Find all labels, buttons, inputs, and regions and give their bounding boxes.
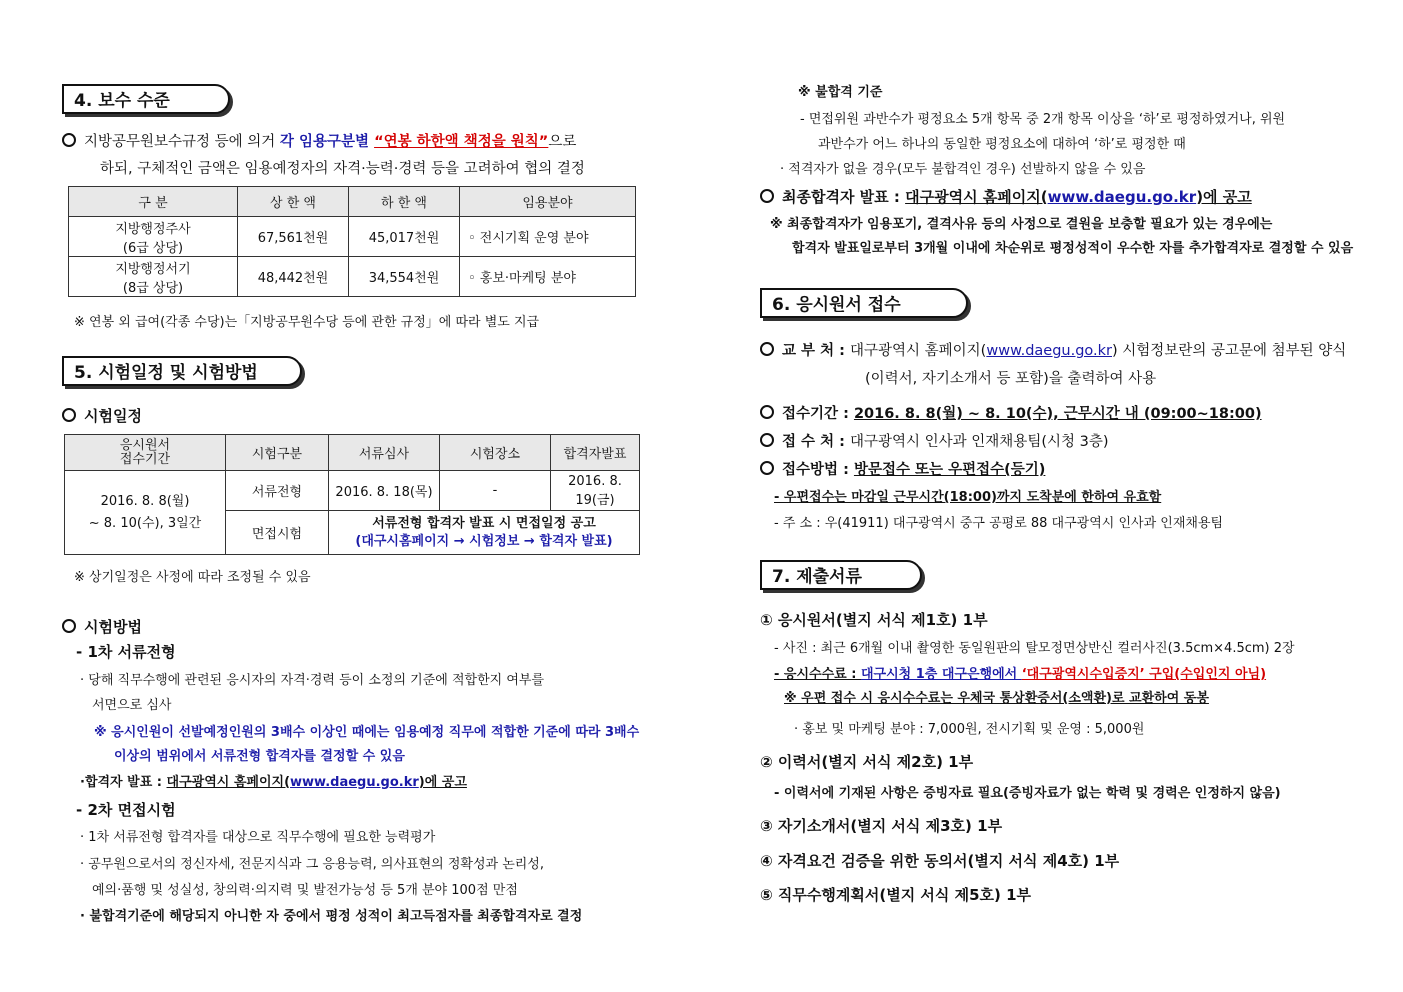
application-place xyxy=(760,430,1109,451)
application-period xyxy=(760,402,1262,423)
first-stage-title: - 1차 서류전형 xyxy=(76,643,176,661)
pay-header-category: 구 분 xyxy=(69,187,238,217)
fee-stamp: ‘대구광역시수입증지’ 구입 xyxy=(1021,667,1175,682)
pay-text-a: 지방공무원보수규정 등에 의거 xyxy=(84,134,280,150)
header-result: 합격자발표 xyxy=(551,435,640,471)
document-5: ⑤ 직무수행계획서(별지 서식 제5호) 1부 xyxy=(760,886,1032,904)
pay-principle-highlight: “연봉 하한액 책정을 원칙” xyxy=(374,134,549,150)
second-stage-line1: · 1차 서류전형 합격자를 대상으로 직무수행에 필요한 능력평가 xyxy=(80,830,436,845)
circle-bullet-icon xyxy=(760,189,774,203)
exam-type-document: 서류전형 xyxy=(226,471,329,511)
pay-grade-cell xyxy=(69,217,238,257)
form-distribution xyxy=(760,339,1346,360)
period-value: 2016. 8. 8(월) ~ 8. 10(수), 근무시간 내 (09:00~18:00) xyxy=(853,406,1262,422)
schedule-table xyxy=(64,434,640,555)
resume-note: - 이력서에 기재된 사항은 증빙자료 필요(증빙자료가 없는 학력 및 경력은 인정하지 않음) xyxy=(774,786,1281,801)
fail-criteria-line2: 과반수가 어느 하나의 동일한 평정요소에 대하여 ‘하’로 평정한 때 xyxy=(818,137,1186,152)
exam-type-interview: 면접시험 xyxy=(226,511,329,555)
method-value: 방문접수 또는 우편접수(등기) xyxy=(853,462,1046,478)
second-stage-line3: 예의·품행 및 성실성, 창의력·의지력 및 발전가능성 등 5개 분야 100점 만점 xyxy=(92,883,518,898)
final-announcement-site: 대구광역시 홈페이지( xyxy=(905,188,1048,206)
distribution-site: 대구광역시 홈페이지( xyxy=(850,343,987,359)
application-method xyxy=(760,458,1045,479)
second-stage-line4: · 불합격기준에 해당되지 아니한 자 중에서 평정 성적이 최고득점자를 최종합격자로 결정 xyxy=(80,909,583,924)
mail-deadline-note: - 우편접수는 마감일 근무시간(18:00)까지 도착분에 한하여 유효함 xyxy=(774,490,1162,505)
circle-bullet-icon xyxy=(62,619,76,633)
header-exam-place: 시험장소 xyxy=(440,435,551,471)
section-4-title: 4. 보수 수준 xyxy=(62,84,230,114)
appointment-field: ◦ 홍보·마케팅 분야 xyxy=(460,257,636,297)
interview-notice-path: (대구시홈페이지 → 시험정보 → 합격자 발표) xyxy=(355,533,613,549)
pay-table-header xyxy=(69,187,636,217)
period-start: 2016. 8. 8(월) xyxy=(100,493,190,509)
application-period-cell xyxy=(65,471,226,555)
circle-bullet-icon xyxy=(760,405,774,419)
first-stage-note2: 이상의 범위에서 서류전형 합격자를 결정할 수 있음 xyxy=(114,749,405,764)
table-row xyxy=(69,217,636,257)
no-qualified-note: · 적격자가 없을 경우(모두 불합격인 경우) 선발하지 않을 수 있음 xyxy=(780,162,1146,177)
fail-criteria-line1: - 면접위원 과반수가 평정요소 5개 항목 중 2개 항목 이상을 ‘하’로 평정하였거나, 위원 xyxy=(800,112,1286,127)
grade-name: 지방행정서기 xyxy=(115,261,191,277)
circle-bullet-icon xyxy=(62,408,76,422)
upper-amount: 67,561천원 xyxy=(238,217,349,257)
document-review-date: 2016. 8. 18(목) xyxy=(329,471,440,511)
schedule-label xyxy=(62,405,142,426)
pay-header-upper: 상 한 액 xyxy=(238,187,349,217)
pay-table xyxy=(68,186,636,297)
pay-detail-line: 하되, 구체적인 금액은 임용예정자의 자격·능력·경력 등을 고려하여 협의 결정 xyxy=(100,161,585,177)
final-announcement xyxy=(760,186,1252,207)
place-label: 접 수 처 : xyxy=(782,434,851,450)
pay-note: ※ 연봉 외 급여(각종 수당)는「지방공무원수당 등에 관한 규정」에 따라 별도 지급 xyxy=(74,315,540,330)
announcement-site: 대구광역시 홈페이지( xyxy=(166,775,291,790)
daegu-homepage-link[interactable]: www.daegu.go.kr xyxy=(986,343,1113,359)
distribution-label: 교 부 처 : xyxy=(782,343,851,359)
period-end: ~ 8. 10(수), 3일간 xyxy=(88,515,202,531)
header-application-period xyxy=(65,435,226,471)
distribution-line2: (이력서, 자기소개서 등 포함)을 출력하여 사용 xyxy=(865,371,1157,387)
circle-bullet-icon xyxy=(62,133,76,147)
header-period: 접수기간 xyxy=(119,451,171,467)
section-5-title: 5. 시험일정 및 시험방법 xyxy=(62,356,302,386)
result-date: 2016. 8. 19(금) xyxy=(551,471,640,511)
schedule-note: ※ 상기일정은 사정에 따라 조정될 수 있음 xyxy=(74,570,311,585)
pay-principle-line xyxy=(62,130,576,151)
lower-amount: 34,554천원 xyxy=(349,257,460,297)
document-4: ④ 자격요건 검증을 위한 동의서(별지 서식 제4호) 1부 xyxy=(760,852,1120,870)
final-note-line1: ※ 최종합격자가 임용포기, 결격사유 등의 사정으로 결원을 보충할 필요가 있는 경우에는 xyxy=(770,217,1273,232)
circle-bullet-icon xyxy=(760,342,774,356)
document-1: ① 응시원서(별지 서식 제1호) 1부 xyxy=(760,611,988,629)
schedule-label-text: 시험일정 xyxy=(84,407,142,425)
final-note-line2: 합격자 발표일로부터 3개월 이내에 차순위로 평정성적이 우수한 자를 추가합격자로 결정할 수 있음 xyxy=(792,241,1354,256)
pay-header-field: 임용분야 xyxy=(460,187,636,217)
second-stage-title: - 2차 면접시험 xyxy=(76,801,176,819)
daegu-homepage-link[interactable]: www.daegu.go.kr xyxy=(1047,188,1197,206)
circle-bullet-icon xyxy=(760,461,774,475)
daegu-homepage-link[interactable]: www.daegu.go.kr xyxy=(290,775,419,790)
circle-bullet-icon xyxy=(760,433,774,447)
grade-name: 지방행정주사 xyxy=(115,221,191,237)
distribution-detail: ) 시험정보란의 공고문에 첨부된 양식 xyxy=(1112,343,1347,359)
header-exam-type: 시험구분 xyxy=(226,435,329,471)
exam-place: - xyxy=(440,471,551,511)
first-stage-announcement xyxy=(80,771,467,790)
fee-stamp-note: (수입인지 아님) xyxy=(1174,667,1267,682)
schedule-header xyxy=(65,435,640,471)
appointment-field: ◦ 전시기획 운영 분야 xyxy=(460,217,636,257)
grade-level: (8급 상당) xyxy=(122,280,184,296)
application-fee xyxy=(774,663,1266,682)
final-announcement-suffix: )에 공고 xyxy=(1196,188,1252,206)
pay-text-b: 각 임용구분별 xyxy=(279,134,375,150)
document-2: ② 이력서(별지 서식 제2호) 1부 xyxy=(760,753,974,771)
place-value: 대구광역시 인사과 인재채용팀(시청 3층) xyxy=(850,434,1109,450)
pay-text-d: 으로 xyxy=(548,134,577,150)
pay-header-lower: 하 한 액 xyxy=(349,187,460,217)
first-stage-line2: 서면으로 심사 xyxy=(92,698,172,713)
fee-place: 대구시청 1층 대구은행에서 xyxy=(860,667,1022,682)
fee-amounts: · 홍보 및 마케팅 분야 : 7,000원, 전시기획 및 운영 : 5,000원 xyxy=(794,722,1145,737)
interview-notice-cell xyxy=(329,511,640,555)
fee-label: - 응시수수료 : xyxy=(774,667,861,682)
method-label-text: 시험방법 xyxy=(84,618,142,636)
mail-fee-note: ※ 우편 접수 시 응시수수료는 우체국 통상환증서(소액환)로 교환하여 동봉 xyxy=(784,691,1209,706)
final-announcement-label: 최종합격자 발표 : xyxy=(782,188,906,206)
pay-grade-cell xyxy=(69,257,238,297)
header-document-review: 서류심사 xyxy=(329,435,440,471)
upper-amount: 48,442천원 xyxy=(238,257,349,297)
section-7-title: 7. 제출서류 xyxy=(760,560,922,590)
fail-criteria-title: ※ 불합격 기준 xyxy=(798,85,883,100)
document-3: ③ 자기소개서(별지 서식 제3호) 1부 xyxy=(760,817,1003,835)
method-label: 접수방법 : xyxy=(782,462,854,478)
mail-address: - 주 소 : 우(41911) 대구광역시 중구 공평로 88 대구광역시 인사과 인재채용팀 xyxy=(774,516,1224,531)
second-stage-line2: · 공무원으로서의 정신자세, 전문지식과 그 응용능력, 의사표현의 정확성과 논리성, xyxy=(80,857,545,872)
grade-level: (6급 상당) xyxy=(122,240,184,256)
section-6-title: 6. 응시원서 접수 xyxy=(760,288,968,318)
table-row xyxy=(69,257,636,297)
method-label xyxy=(62,616,142,637)
first-stage-note1: ※ 응시인원이 선발예정인원의 3배수 이상인 때에는 임용예정 직무에 적합한 기준에 따라 3배수 xyxy=(94,725,640,740)
table-row xyxy=(65,471,640,511)
header-application: 응시원서 xyxy=(119,437,171,453)
period-label: 접수기간 : xyxy=(782,406,854,422)
lower-amount: 45,017천원 xyxy=(349,217,460,257)
announcement-label: ·합격자 발표 : xyxy=(80,775,167,790)
announcement-suffix: )에 공고 xyxy=(418,775,467,790)
interview-notice: 서류전형 합격자 발표 시 면접일정 공고 xyxy=(372,515,596,531)
first-stage-line1: · 당해 직무수행에 관련된 응시자의 자격·경력 등이 소정의 기준에 적합한지 여부를 xyxy=(80,673,545,688)
photo-requirement: - 사진 : 최근 6개월 이내 촬영한 동일원판의 탈모정면상반신 컬러사진(3.5cm×4.5cm) 2장 xyxy=(774,641,1295,656)
